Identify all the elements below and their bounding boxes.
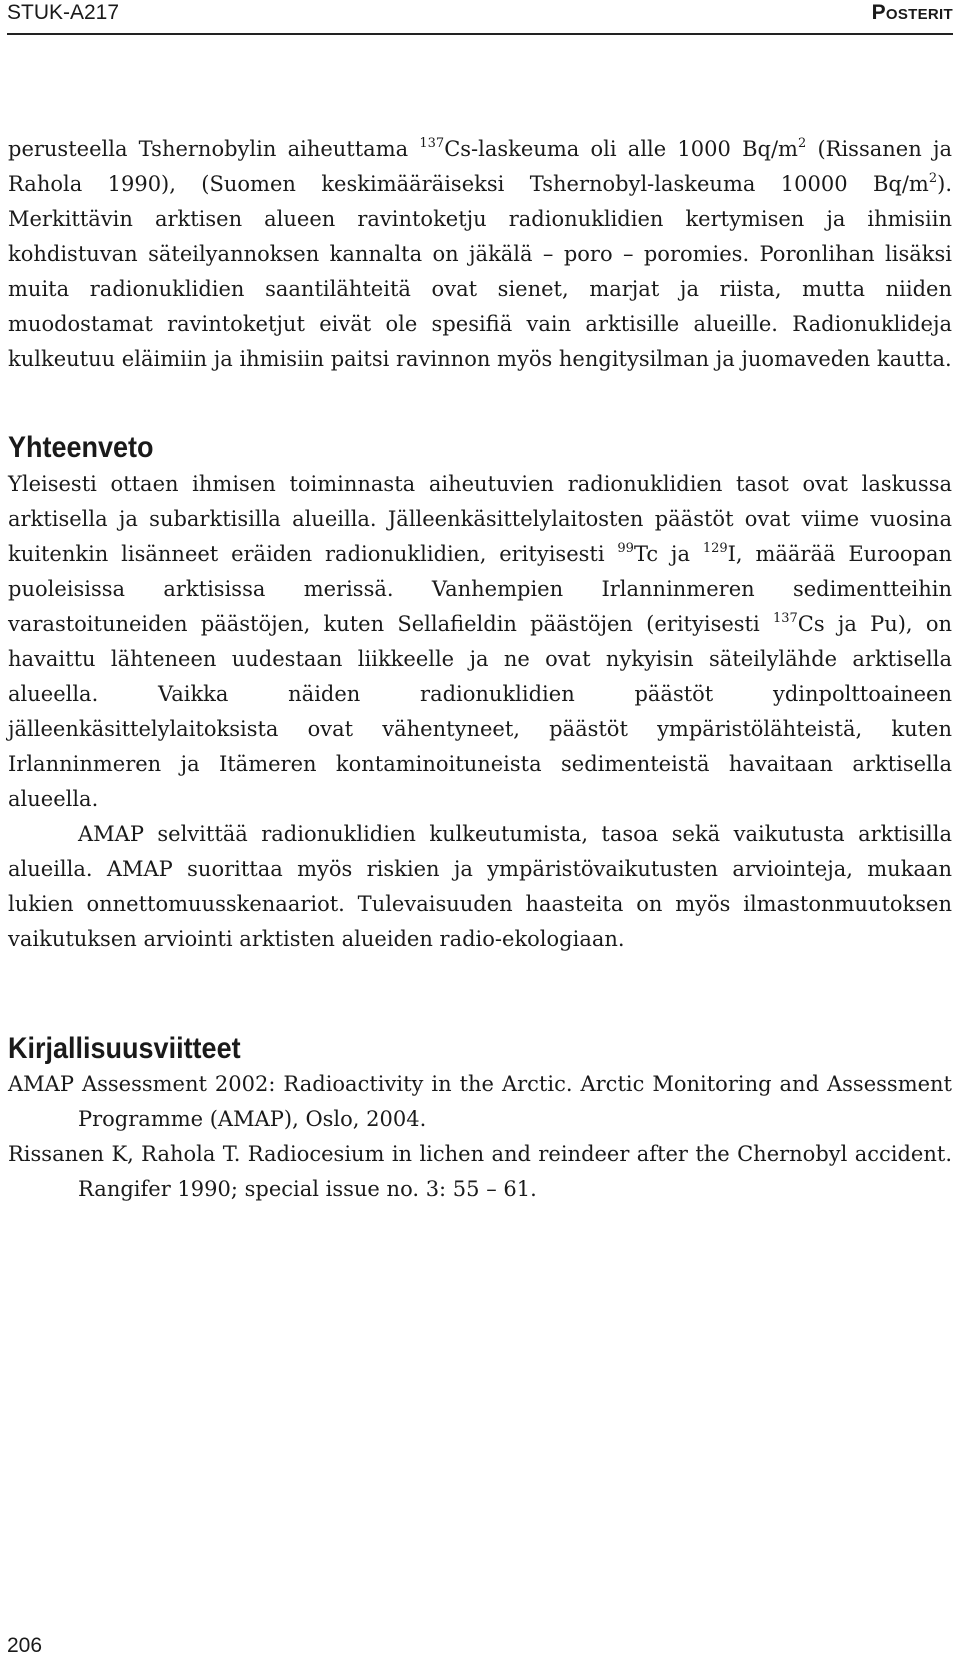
intro-paragraph: perusteella Tshernobylin aiheuttama $^{137}$Cs-laskeuma oli alle 1000 $Bq/m^2$ (Rissanen ja Rahola 1990), (Suomen keskimääräiseksi Tshernobyl-laskeuma 10000 $Bq/m^2$). Merkittävin arktisen alueen ravintoketju radionuklidien kertymisen ja ihmisiin kohdistuvan säteilyannoksen kannalta on jäkälä – poro – poromies. Poronlihan lisäksi muita radionuklidien saantilähteitä ovat sienet, marjat ja riista, mutta niiden muodostamat ravintoketjut eivät ole spesifiä vain arktisille alueille. Radionuklideja kulkeutuu eläimiin ja ihmisiin paitsi ravinnon myös hengitysilman ja juomaveden kautta. [8, 136, 952, 371]
reference-item: AMAP Assessment 2002: Radioactivity in the Arctic. Arctic Monitoring and Assessment Programme (AMAP), Oslo, 2004. [8, 1072, 952, 1131]
reference-item: Rissanen K, Rahola T. Radiocesium in lichen and reindeer after the Chernobyl accident. Rangifer 1990; special issue no. 3: 55 – 61. [8, 1142, 952, 1201]
summary-paragraph-2: AMAP selvittää radionuklidien kulkeutumista, tasoa sekä vaikutusta arktisilla alueilla. AMAP suorittaa myös riskien ja ympäristövaikutusten arviointeja, mukaan lukien onnettomuusskenaariot. Tulevaisuuden haasteita on myös ilmastonmuutoksen vaikutuksen arviointi arktisten alueiden radio-ekologiaan. [8, 822, 952, 951]
page-body [8, 132, 952, 1207]
page-number: 206 [7, 1634, 43, 1657]
running-header [7, 0, 953, 35]
references-heading: Kirjallisuusviitteet [8, 1032, 241, 1065]
section-title: Posterit [871, 1, 953, 24]
summary-paragraph-1: Yleisesti ottaen ihmisen toiminnasta aiheutuvien radionuklidien tasot ovat laskussa arktisella ja subarktisilla alueilla. Jälleenkäsittelylaitosten päästöt ovat viime vuosina kuitenkin lisänneet eräiden radionuklidien, erityisesti $^{99}$Tc ja $^{129}$I, määrää Euroopan puoleisissa arktisissa merissä. Vanhempien Irlanninmeren sedimentteihin varastoituneiden päästöjen, kuten Sellafieldin päästöjen (erityisesti $^{137}$Cs ja Pu), on havaittu lähteneen uudestaan liikkeelle ja ne ovat nykyisin säteilylähde arktisella alueella. Vaikka näiden radionuklidien päästöt ydinpolttoaineen jälleenkäsittelylaitoksista ovat vähentyneet, päästöt ympäristölähteistä, kuten Irlanninmeren ja Itämeren kontaminoituneista sedimenteistä havaitaan arktisella alueella. [8, 472, 952, 811]
summary-heading: Yhteenveto [8, 431, 154, 464]
report-id: STUK-A217 [7, 1, 120, 24]
